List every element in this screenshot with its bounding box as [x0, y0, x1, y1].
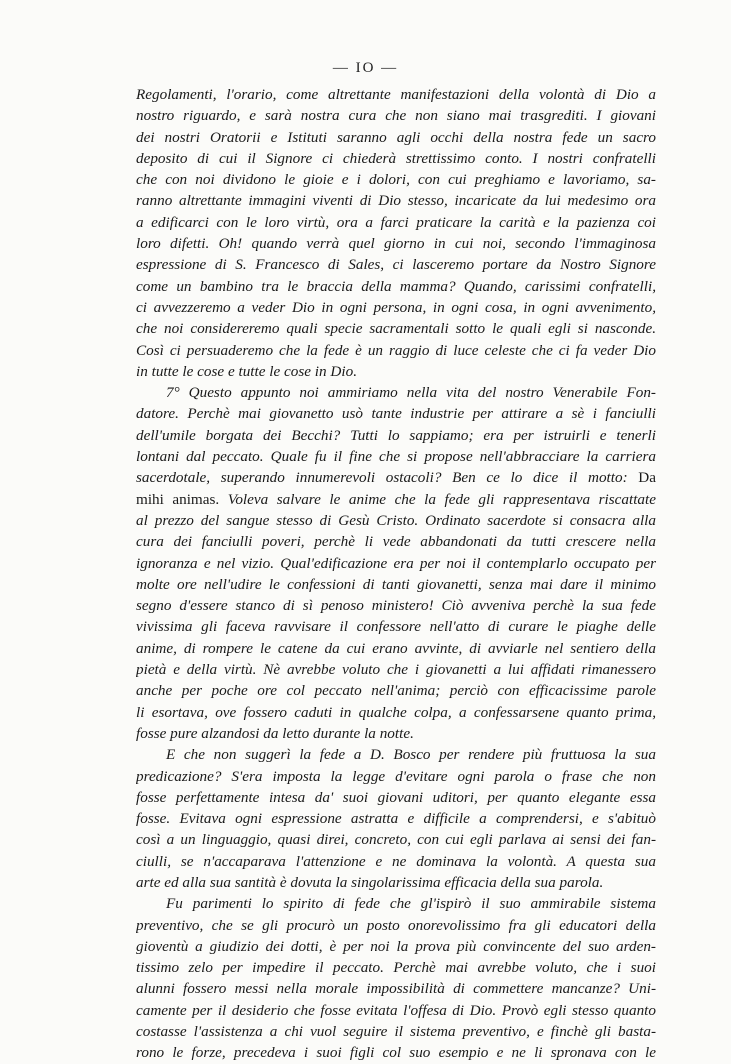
text-line: che noi considereremo quali specie sacramentali sotto le quali egli si nasconde. [136, 320, 656, 338]
text-line: li esortava, ove fossero caduti in qualche colpa, a confessarsene quanto prima, [136, 703, 656, 721]
text-line: preventivo, che se gli procurò un posto onorevolissimo fra gli educatori della [136, 916, 656, 934]
text-line: cura dei fanciulli poveri, perchè li vede abbandonati da tutti crescere nella [136, 533, 656, 551]
text-line: segno d'essere stanco di sì penoso ministero! Ciò avveniva perchè la sua fede [136, 597, 656, 615]
paragraph [136, 893, 656, 1063]
page-number: — IO — [332, 60, 399, 76]
paragraph [136, 382, 656, 744]
motto-text: mihi animas. [136, 490, 220, 508]
text-line: arte ed alla sua santità è dovuta la singolarissima efficacia della sua parola. [136, 873, 604, 891]
text-line: che con noi dividono le gioie e i dolori, con cui preghiamo e lavoriamo, sa- [136, 171, 656, 189]
text-line: nostro riguardo, e sarà nostra cura che non siano mai trasgrediti. I giovani [136, 107, 656, 125]
text-line: così a un linguaggio, quasi direi, concreto, con cui egli parlava ai sensi dei fan- [136, 831, 656, 849]
text-line: E che non suggerì la fede a D. Bosco per rendere più fruttuosa la sua [166, 746, 656, 764]
paragraph [136, 744, 656, 893]
text-line: fosse perfettamente intesa da' suoi giovani uditori, per quanto elegante essa [136, 788, 656, 806]
text-line [136, 467, 656, 488]
text-line: anime, di rompere le catene da cui erano avvinte, di avviarle nel sentiero della [136, 639, 656, 657]
text-line: lontani dal peccato. Quale fu il fine che si propose nell'abbracciare la carriera [136, 448, 656, 466]
text-line: datore. Perchè mai giovanetto usò tante industrie per attirare a sè i fanciulli [136, 405, 656, 423]
text-line: in tutte le cose e tutte le cose in Dio. [136, 362, 357, 380]
text-line: 7° Questo appunto noi ammiriamo nella vita del nostro Venerabile Fon- [166, 384, 656, 402]
text-line: come un bambino tra le braccia della mamma? Quando, carissimi confratelli, [136, 277, 656, 295]
text-fragment [136, 491, 656, 508]
motto-text: Da [638, 469, 656, 487]
text-line: alunni fossero messi nella morale impossibilità di commettere mancanze? Uni- [136, 980, 656, 998]
text-line: tissimo zelo per impedire il peccato. Perchè mai avrebbe voluto, che i suoi [136, 959, 656, 977]
text-line: dei nostri Oratorii e Istituti saranno agli occhi della nostra fede un sacro [136, 128, 656, 146]
body-text [136, 84, 656, 1064]
text-line: camente per il desiderio che fosse evitata l'offesa di Dio. Provò egli stesso quanto [136, 1001, 656, 1019]
text-line: Così ci persuaderemo che la fede è un raggio di luce celeste che ci fa veder Dio [136, 341, 656, 359]
text-line: molte ore nell'udire le confessioni di tanti giovanetti, senza mai dare il minimo [136, 575, 656, 593]
text-line: a edificarci con le loro virtù, ora a farci praticare la carità e la pazienza coi [136, 213, 656, 231]
text-line: Fu parimenti lo spirito di fede che gl'ispirò il suo ammirabile sistema [166, 895, 656, 913]
paragraph [136, 84, 656, 382]
text-line: deposito di cui il Signore ci chiederà strettissimo conto. I nostri confratelli [136, 149, 656, 167]
text-line: ranno altrettante immagini viventi di Dio stesso, incaricate da lui medesimo ora [136, 192, 656, 210]
text-line: pietà e della virtù. Nè avrebbe voluto che i giovanetti a lui affidati rimanessero [136, 661, 656, 679]
text-line: dell'umile borgata dei Becchi? Tutti lo sappiamo; era per istruirli e tenerli [136, 426, 656, 444]
text-line: loro difetti. Oh! quando verrà quel giorno in cui noi, secondo l'immaginosa [136, 235, 656, 253]
text-line: predicazione? S'era imposta la legge d'evitare ogni parola o frase che non [136, 767, 656, 785]
text-fragment: sacerdotale, superando innumerevoli ostacoli? Ben ce lo dice il motto: [136, 469, 628, 487]
text-line: anche per poche ore col peccato nell'anima; perciò con efficacissime parole [136, 682, 656, 700]
text-line: gioventù a giudizio dei dotti, è per noi la prova più convincente del suo arden- [136, 937, 656, 955]
text-line: rono le forze, precedeva i suoi figli col suo esempio e ne li spronava con le [136, 1044, 656, 1062]
text-line: costasse l'assistenza a chi vuol seguire il sistema preventivo, e finchè gli basta- [136, 1023, 656, 1041]
text-line: espressione di S. Francesco di Sales, ci lasceremo portare da Nostro Signore [136, 256, 656, 274]
text-line: fosse. Evitava ogni espressione astratta e difficile a comprendersi, e s'abituò [136, 810, 656, 828]
text-fragment: Voleva salvare le anime che la fede gli rappresentava riscattate [219, 490, 656, 508]
text-line: vivissima gli faceva ravvisare il confessore nell'atto di curare le piaghe delle [136, 618, 656, 636]
text-line: ci avvezzeremo a veder Dio in ogni persona, in ogni cosa, in ogni avvenimento, [136, 298, 656, 316]
text-line: Regolamenti, l'orario, come altrettante manifestazioni della volontà di Dio a [136, 86, 656, 103]
text-line [136, 489, 656, 510]
text-line: ignoranza e nel vizio. Qual'edificazione era per noi il contemplarlo occupato per [136, 554, 656, 572]
text-line: al prezzo del sangue stesso di Gesù Cristo. Ordinato sacerdote si consacra alla [136, 511, 656, 529]
text-line: ciulli, se n'accaparava l'attenzione e ne dominava la volontà. A questa sua [136, 852, 656, 870]
text-line: fosse pure alzandosi da letto durante la notte. [136, 724, 414, 742]
